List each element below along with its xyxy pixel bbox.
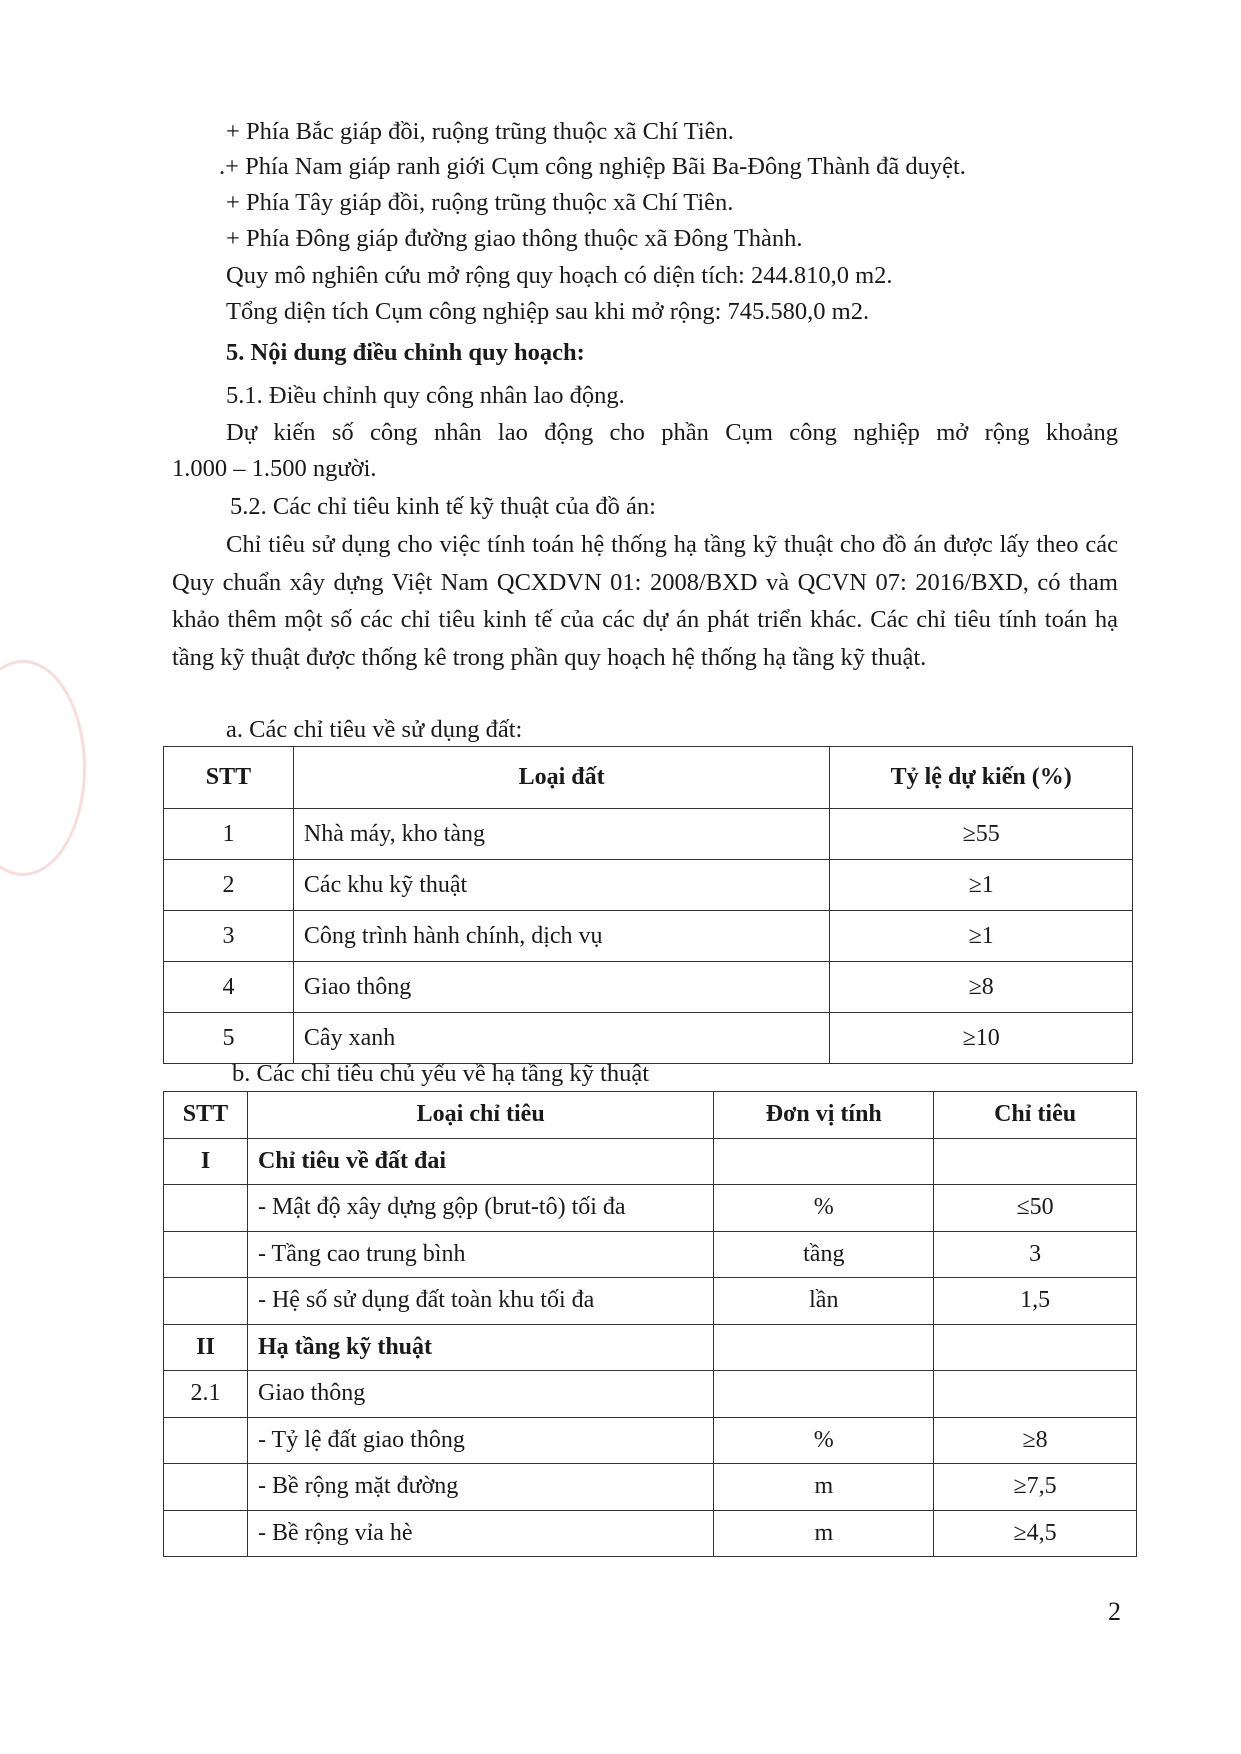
- table-b-header-row: [164, 1092, 1137, 1139]
- table-b-cell-value: 3: [934, 1231, 1137, 1278]
- table-b-cell-indicator: - Hệ số sử dụng đất toàn khu tối đa: [247, 1278, 713, 1325]
- table-b-cell-value: ≥4,5: [934, 1510, 1137, 1557]
- table-row: [164, 1185, 1137, 1232]
- table-b-cell-value: [934, 1138, 1137, 1185]
- table-a-cell-land-type: Cây xanh: [293, 1013, 829, 1064]
- table-a-cell-stt: 2: [164, 860, 294, 911]
- table-b-cell-unit: %: [714, 1417, 934, 1464]
- table-b-cell-value: 1,5: [934, 1278, 1137, 1325]
- table-b-cell-value: [934, 1371, 1137, 1418]
- paragraph-east-boundary: + Phía Đông giáp đường giao thông thuộc xã Đông Thành.: [226, 225, 803, 252]
- table-b-cell-indicator: - Bề rộng vỉa hè: [247, 1510, 713, 1557]
- table-b-cell-indicator: - Mật độ xây dựng gộp (brut-tô) tối đa: [247, 1185, 713, 1232]
- section-5-1-text-line1: Dự kiến số công nhân lao động cho phần Cụm công nghiệp mở rộng khoảng: [226, 419, 1118, 446]
- section-5-2-heading: 5.2. Các chỉ tiêu kinh tế kỹ thuật của đồ án:: [230, 493, 656, 520]
- table-b-cell-unit: m: [714, 1510, 934, 1557]
- infrastructure-table: [163, 1091, 1137, 1557]
- table-a-cell-stt: 5: [164, 1013, 294, 1064]
- table-a-cell-ratio: ≥1: [830, 860, 1133, 911]
- table-a-cell-stt: 1: [164, 809, 294, 860]
- table-a-header-row: [164, 747, 1133, 809]
- page-number: 2: [1108, 1597, 1121, 1626]
- table-b-cell-indicator: Hạ tầng kỹ thuật: [247, 1324, 713, 1371]
- table-b-cell-indicator: Chỉ tiêu về đất đai: [247, 1138, 713, 1185]
- table-a-cell-land-type: Nhà máy, kho tàng: [293, 809, 829, 860]
- table-a-cell-land-type: Các khu kỹ thuật: [293, 860, 829, 911]
- table-row: [164, 809, 1133, 860]
- table-a-cell-ratio: ≥8: [830, 962, 1133, 1013]
- table-a-cell-ratio: ≥55: [830, 809, 1133, 860]
- table-a-cell-stt: 4: [164, 962, 294, 1013]
- table-row: [164, 1510, 1137, 1557]
- table-b-cell-unit: [714, 1371, 934, 1418]
- table-row: [164, 1324, 1137, 1371]
- red-seal-stamp: [0, 660, 86, 876]
- table-b-cell-value: ≥7,5: [934, 1464, 1137, 1511]
- section-5-2-text: Chỉ tiêu sử dụng cho việc tính toán hệ thống hạ tầng kỹ thuật cho đồ án được lấy theo các Quy chuẩn xây dựng Việt Nam QCXDVN 01: 2008/BXD và QCVN 07: 2016/BXD, có tham khảo thêm một số các chỉ tiêu kinh tế của các dự án phát triển khác. Các chỉ tiêu tính toán hạ tầng kỹ thuật được thống kê trong phần quy hoạch hệ thống hạ tầng kỹ thuật.: [172, 531, 1118, 671]
- table-b-cell-stt: [164, 1464, 248, 1511]
- table-b-cell-stt: [164, 1231, 248, 1278]
- table-a-cell-ratio: ≥1: [830, 911, 1133, 962]
- table-b-cell-stt: II: [164, 1324, 248, 1371]
- table-b-cell-stt: [164, 1417, 248, 1464]
- table-b-cell-stt: [164, 1185, 248, 1232]
- paragraph-scale: Quy mô nghiên cứu mở rộng quy hoạch có diện tích: 244.810,0 m2.: [226, 262, 893, 289]
- table-row: [164, 860, 1133, 911]
- table-row: [164, 962, 1133, 1013]
- section-5-1-text-line2: 1.000 – 1.500 người.: [172, 455, 377, 482]
- table-b-cell-unit: tầng: [714, 1231, 934, 1278]
- table-a-cell-land-type: Công trình hành chính, dịch vụ: [293, 911, 829, 962]
- table-b-cell-value: ≥8: [934, 1417, 1137, 1464]
- table-row: [164, 1278, 1137, 1325]
- table-a-header-stt: STT: [164, 747, 294, 809]
- table-b-cell-unit: [714, 1324, 934, 1371]
- table-b-cell-unit: [714, 1138, 934, 1185]
- table-row: [164, 1417, 1137, 1464]
- table-b-cell-indicator: - Tầng cao trung bình: [247, 1231, 713, 1278]
- table-a-cell-ratio: ≥10: [830, 1013, 1133, 1064]
- table-b-header-stt: STT: [164, 1092, 248, 1139]
- table-b-cell-value: ≤50: [934, 1185, 1137, 1232]
- table-row: [164, 1464, 1137, 1511]
- paragraph-south-boundary: .+ Phía Nam giáp ranh giới Cụm công nghiệp Bãi Ba-Đông Thành đã duyệt.: [219, 153, 966, 180]
- table-b-cell-value: [934, 1324, 1137, 1371]
- table-b-header-indicator: Loại chỉ tiêu: [247, 1092, 713, 1139]
- paragraph-total-area: Tổng diện tích Cụm công nghiệp sau khi mở rộng: 745.580,0 m2.: [226, 298, 870, 325]
- table-b-cell-stt: [164, 1510, 248, 1557]
- table-row: [164, 1138, 1137, 1185]
- table-a-cell-stt: 3: [164, 911, 294, 962]
- table-b-header-unit: Đơn vị tính: [714, 1092, 934, 1139]
- paragraph-north-boundary: + Phía Bắc giáp đồi, ruộng trũng thuộc xã Chí Tiên.: [226, 118, 734, 145]
- table-row: [164, 1371, 1137, 1418]
- table-a-caption: a. Các chỉ tiêu về sử dụng đất:: [226, 716, 523, 743]
- section-5-1-heading: 5.1. Điều chỉnh quy công nhân lao động.: [226, 382, 625, 409]
- table-b-cell-stt: I: [164, 1138, 248, 1185]
- table-b-cell-stt: 2.1: [164, 1371, 248, 1418]
- table-a-cell-land-type: Giao thông: [293, 962, 829, 1013]
- table-b-cell-unit: m: [714, 1464, 934, 1511]
- table-row: [164, 911, 1133, 962]
- table-b-cell-stt: [164, 1278, 248, 1325]
- table-b-cell-indicator: - Tỷ lệ đất giao thông: [247, 1417, 713, 1464]
- table-b-cell-indicator: Giao thông: [247, 1371, 713, 1418]
- table-b-cell-unit: lần: [714, 1278, 934, 1325]
- table-b-header-value: Chỉ tiêu: [934, 1092, 1137, 1139]
- table-row: [164, 1231, 1137, 1278]
- section-5-heading: 5. Nội dung điều chỉnh quy hoạch:: [226, 339, 585, 366]
- table-b-cell-indicator: - Bề rộng mặt đường: [247, 1464, 713, 1511]
- table-b-caption: b. Các chỉ tiêu chủ yếu về hạ tầng kỹ thuật: [232, 1060, 650, 1087]
- table-b-cell-unit: %: [714, 1185, 934, 1232]
- table-a-header-ratio: Tỷ lệ dự kiến (%): [830, 747, 1133, 809]
- table-a-header-land-type: Loại đất: [293, 747, 829, 809]
- land-use-table: [163, 746, 1133, 1064]
- table-row: [164, 1013, 1133, 1064]
- paragraph-west-boundary: + Phía Tây giáp đồi, ruộng trũng thuộc xã Chí Tiên.: [226, 189, 734, 216]
